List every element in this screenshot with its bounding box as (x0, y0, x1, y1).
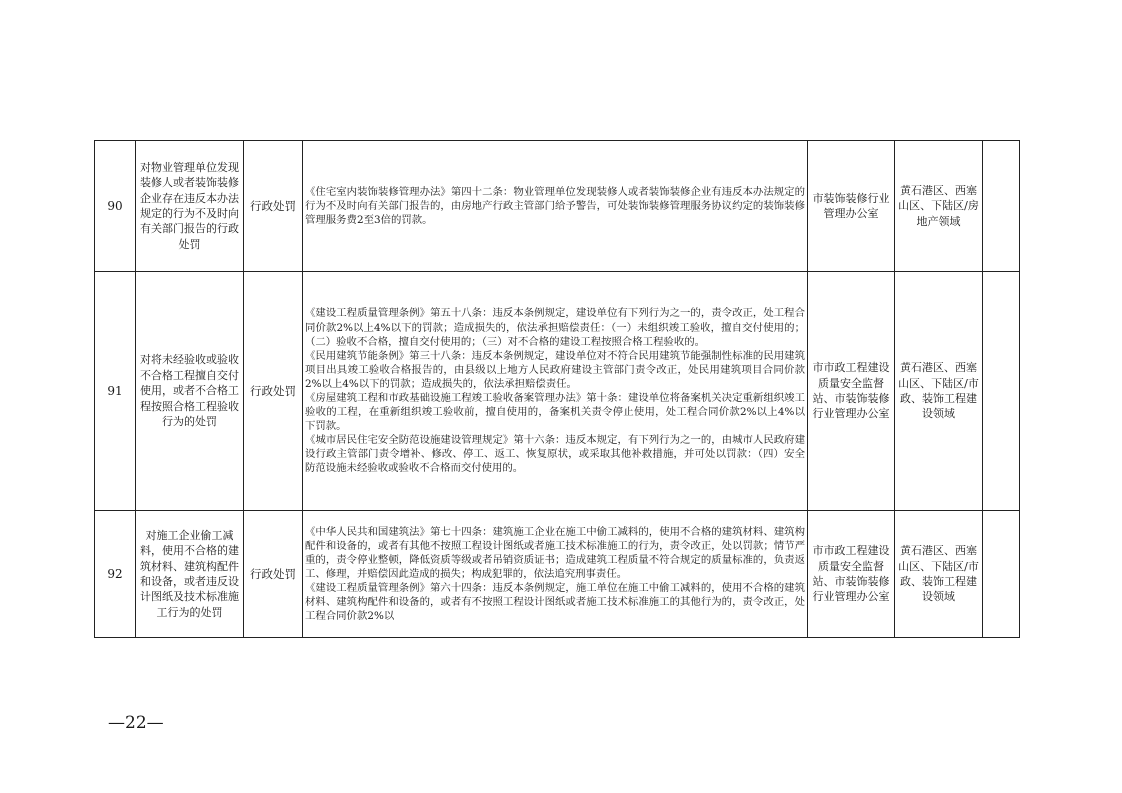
page-number: —22— (108, 713, 164, 733)
remarks-cell (983, 141, 1020, 272)
item-name: 对将未经验收或验收不合格工程擅自交付使用，或者不合格工程按照合格工程验收行为的处罚 (136, 272, 244, 511)
table-body (95, 141, 1020, 638)
applicable-area: 黄石港区、西塞山区、下陆区/市政、装饰工程建设领域 (895, 272, 983, 511)
table-row (95, 272, 1020, 511)
basis-paragraph: 《民用建筑节能条例》第三十八条：违反本条例规定，建设单位对不符合民用建筑节能强制性标准的民用建筑项目出具竣工验收合格报告的，由县级以上地方人民政府建设主管部门责令改正，处民用建筑项目合同价款2%以上4%以下的罚款；造成损失的，依法承担赔偿责任。 (305, 349, 805, 390)
enforcement-table (94, 140, 1020, 638)
penalty-type: 行政处罚 (244, 511, 303, 638)
basis-paragraph: 《住宅室内装饰装修管理办法》第四十二条：物业管理单位发现装修人或者装饰装修企业有违反本办法规定的行为不及时向有关部门报告的，由房地产行政主管部门给予警告，可处装饰装修管理服务协议约定的装饰装修管理服务费2至3倍的罚款。 (305, 185, 805, 227)
applicable-area: 黄石港区、西塞山区、下陆区/房地产领域 (895, 141, 983, 272)
applicable-area: 黄石港区、西塞山区、下陆区/市政、装饰工程建设领域 (895, 511, 983, 638)
responsible-department: 市装饰装修行业管理办公室 (808, 141, 895, 272)
basis-paragraph: 《城市居民住宅安全防范设施建设管理规定》第十六条：违反本规定，有下列行为之一的，由城市人民政府建设行政主管部门责令增补、修改、停工、返工、恢复原状，或采取其他补救措施，并可处以罚款：（四）安全防范设施未经验收或验收不合格而交付使用的。 (305, 434, 805, 475)
basis-paragraph: 《建设工程质量管理条例》第五十八条：违反本条例规定，建设单位有下列行为之一的，责令改正，处工程合同价款2%以上4%以下的罚款；造成损失的，依法承担赔偿责任：（一）未组织竣工验收，擅自交付使用的；（二）验收不合格，擅自交付使用的；（三）对不合格的建设工程按照合格工程验收的。 (305, 307, 805, 348)
legal-basis (303, 272, 808, 511)
responsible-department: 市市政工程建设质量安全监督站、市装饰装修行业管理办公室 (808, 511, 895, 638)
item-name: 对施工企业偷工减料，使用不合格的建筑材料、建筑构配件和设备，或者违反设计图纸及技术标准施工行为的处罚 (136, 511, 244, 638)
basis-paragraph: 《房屋建筑工程和市政基础设施工程竣工验收备案管理办法》第十条：建设单位将备案机关决定重新组织竣工验收的工程，在重新组织竣工验收前，擅自使用的，备案机关责令停止使用，处工程合同价款2%以上4%以下罚款。 (305, 392, 805, 433)
legal-basis (303, 511, 808, 638)
remarks-cell (983, 511, 1020, 638)
basis-paragraph: 《中华人民共和国建筑法》第七十四条：建筑施工企业在施工中偷工减料的，使用不合格的建筑材料、建筑构配件和设备的，或者有其他不按照工程设计图纸或者施工技术标准施工的行为，责令改正，处以罚款；情节严重的，责令停业整顿，降低资质等级或者吊销资质证书；造成建筑工程质量不符合规定的质量标准的，负责返工、修理，并赔偿因此造成的损失；构成犯罪的，依法追究刑事责任。 (305, 525, 805, 580)
remarks-cell (983, 272, 1020, 511)
table-row (95, 141, 1020, 272)
row-number: 91 (95, 272, 136, 511)
legal-basis (303, 141, 808, 272)
row-number: 92 (95, 511, 136, 638)
table-row (95, 511, 1020, 638)
responsible-department: 市市政工程建设质量安全监督站、市装饰装修行业管理办公室 (808, 272, 895, 511)
item-name: 对物业管理单位发现装修人或者装饰装修企业存在违反本办法规定的行为不及时向有关部门报告的行政处罚 (136, 141, 244, 272)
basis-paragraph: 《建设工程质量管理条例》第六十四条：违反本条例规定，施工单位在施工中偷工减料的，使用不合格的建筑材料、建筑构配件和设备的，或者有不按照工程设计图纸或者施工技术标准施工的其他行为的，责令改正，处工程合同价款2%以 (305, 582, 805, 623)
penalty-type: 行政处罚 (244, 141, 303, 272)
penalty-type: 行政处罚 (244, 272, 303, 511)
row-number: 90 (95, 141, 136, 272)
